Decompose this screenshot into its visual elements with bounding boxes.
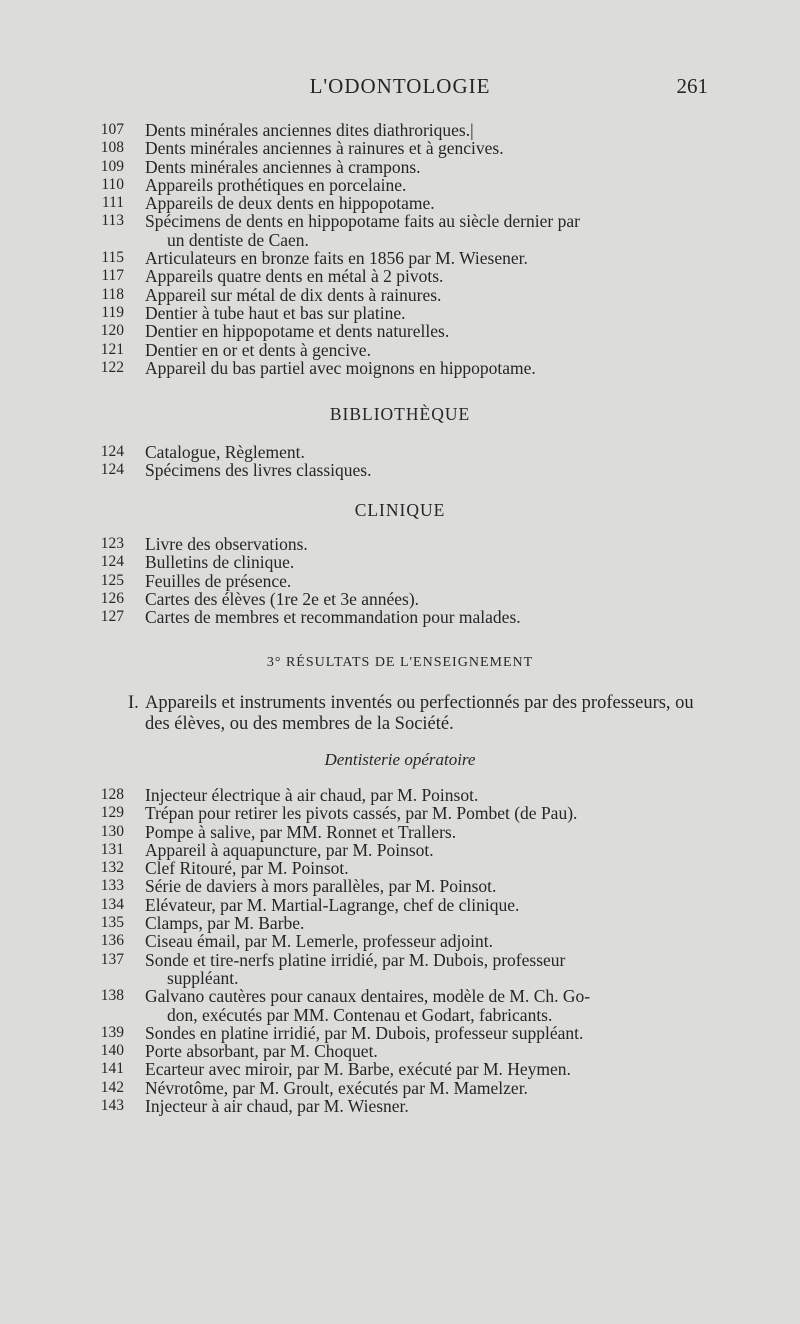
item-number: 126 <box>100 589 124 607</box>
item-number: 120 <box>100 322 124 340</box>
item-number: 130 <box>100 822 124 840</box>
item-number: 119 <box>101 303 124 321</box>
list-item <box>0 804 800 822</box>
list-item <box>0 322 800 340</box>
item-text-line: Dentier à tube haut et bas sur platine. <box>145 302 406 323</box>
list-item <box>0 194 800 212</box>
item-text-line: Sondes en platine irridié, par M. Dubois, professeur suppléant. <box>145 1022 584 1043</box>
list-item <box>0 932 800 950</box>
item-text <box>145 139 710 157</box>
item-text-line: Porte absorbant, par M. Choquet. <box>145 1041 378 1062</box>
item-text-line: Dentier en or et dents à gencive. <box>145 339 371 360</box>
item-text-line: Sonde et tire-nerfs platine irridié, par M. Dubois, professeur <box>145 949 566 970</box>
item-text <box>145 1079 710 1097</box>
item-text <box>145 249 710 267</box>
list-item <box>0 461 800 479</box>
item-text <box>145 804 710 822</box>
item-text <box>145 841 710 859</box>
item-text-line: Appareil sur métal de dix dents à rainures. <box>145 284 442 305</box>
item-number: 141 <box>100 1060 124 1078</box>
item-text <box>145 304 710 322</box>
list-item <box>0 877 800 895</box>
item-number: 123 <box>100 535 124 552</box>
list-item <box>0 304 800 322</box>
item-text-line: Dents minérales anciennes à rainures et à gencives. <box>145 138 504 159</box>
item-text <box>145 951 710 988</box>
item-number: 118 <box>101 285 124 303</box>
item-number: 133 <box>100 877 124 895</box>
item-text <box>145 859 710 877</box>
section-heading-clinique: CLINIQUE <box>354 500 446 520</box>
item-text-line: Clef Ritouré, par M. Poinsot. <box>145 858 349 879</box>
item-number: 127 <box>100 608 124 626</box>
list-item <box>0 121 800 139</box>
item-text-line: Feuilles de présence. <box>145 570 292 591</box>
section-heading-resultats: 3° RÉSULTATS DE L'ENSEIGNEMENT <box>266 655 534 670</box>
item-number: 136 <box>100 932 124 950</box>
item-number: 128 <box>100 786 124 803</box>
item-number: 109 <box>100 157 124 175</box>
list-item <box>0 1097 800 1115</box>
section-heading-bibliotheque: BIBLIOTHÈQUE <box>329 404 471 424</box>
item-number: 129 <box>100 804 124 822</box>
item-text <box>145 823 710 841</box>
item-text-line: Injecteur électrique à air chaud, par M. Poinsot. <box>145 785 479 805</box>
item-number: 117 <box>101 267 124 285</box>
item-number: 124 <box>100 461 124 479</box>
item-text-line: Cartes de membres et recommandation pour malades. <box>145 607 521 628</box>
list-item <box>0 1060 800 1078</box>
item-text-line: Spécimens de dents en hippopotame faits au siècle dernier par <box>145 211 580 232</box>
list-item <box>0 553 800 571</box>
item-text <box>145 121 710 139</box>
item-text-line: Injecteur à air chaud, par M. Wiesner. <box>145 1096 409 1117</box>
list-item <box>0 590 800 608</box>
item-text <box>145 461 710 479</box>
item-text <box>145 1060 710 1078</box>
item-text-line: Trépan pour retirer les pivots cassés, par M. Pombet (de Pau). <box>145 803 578 824</box>
item-text-line: Ecarteur avec miroir, par M. Barbe, exécuté par M. Heymen. <box>145 1059 571 1080</box>
inventory-list-clinique <box>0 535 800 626</box>
list-item <box>0 176 800 194</box>
item-text-line: Série de daviers à mors parallèles, par M. Poinsot. <box>145 876 497 897</box>
item-number: 125 <box>100 571 124 589</box>
list-item <box>0 267 800 285</box>
item-number: 124 <box>100 553 124 571</box>
item-text-line: Dents minérales anciennes dites diathroriques.| <box>145 120 474 140</box>
list-item <box>0 896 800 914</box>
item-text-continuation: suppléant. <box>167 967 239 988</box>
item-text-line: Cartes des élèves (1re 2e et 3e années). <box>145 588 420 609</box>
item-number: 113 <box>101 212 124 230</box>
item-text-line: Appareils prothétiques en porcelaine. <box>145 174 407 195</box>
item-number: 142 <box>100 1078 124 1096</box>
list-item <box>0 1079 800 1097</box>
roman-numeral: I. <box>128 693 139 713</box>
item-text <box>145 572 710 590</box>
item-text <box>145 158 710 176</box>
list-item <box>0 859 800 877</box>
item-text-line: Clamps, par M. Barbe. <box>145 913 305 934</box>
item-text <box>145 212 710 249</box>
item-text <box>145 359 710 377</box>
item-text-line: Appareils de deux dents en hippopotame. <box>145 193 435 214</box>
list-item <box>0 139 800 157</box>
item-text-line: Appareils quatre dents en métal à 2 pivots. <box>145 266 444 287</box>
list-item <box>0 535 800 553</box>
item-text <box>145 896 710 914</box>
list-item <box>0 572 800 590</box>
running-title: L'ODONTOLOGIE <box>309 74 491 98</box>
item-text-line: Pompe à salive, par MM. Ronnet et Trallers. <box>145 821 457 842</box>
item-text-line: Névrotôme, par M. Groult, exécutés par M. Mamelzer. <box>145 1077 528 1098</box>
item-text <box>145 341 710 359</box>
list-item <box>0 841 800 859</box>
item-text-line: Appareil à aquapuncture, par M. Poinsot. <box>145 839 434 860</box>
item-number: 121 <box>100 340 124 358</box>
list-item <box>0 158 800 176</box>
list-item <box>0 786 800 804</box>
item-text-line: Spécimens des livres classiques. <box>145 460 372 481</box>
item-text-line: Dentier en hippopotame et dents naturelles. <box>145 321 450 342</box>
item-text <box>145 1097 710 1115</box>
item-text-line: Elévateur, par M. Martial-Lagrange, chef de clinique. <box>145 894 520 915</box>
inventory-list-resultats <box>0 786 800 1115</box>
subheading-dentisterie: Dentisterie opératoire <box>324 750 476 769</box>
intro-paragraph <box>128 693 718 735</box>
inventory-list-bibliotheque <box>0 443 800 480</box>
item-number: 143 <box>100 1097 124 1115</box>
item-number: 115 <box>101 249 124 267</box>
list-item <box>0 359 800 377</box>
list-item <box>0 987 800 1024</box>
item-text-continuation: don, exécutés par MM. Contenau et Godart, fabricants. <box>167 1004 553 1025</box>
item-number: 135 <box>100 914 124 932</box>
list-item <box>0 608 800 626</box>
list-item <box>0 1042 800 1060</box>
item-text <box>145 194 710 212</box>
intro-text: Appareils et instruments inventés ou perfectionnés par des professeurs, ou des élèves, ou des membres de la Société. <box>145 693 694 734</box>
item-text <box>145 786 710 804</box>
item-text <box>145 286 710 304</box>
item-number: 111 <box>101 194 124 212</box>
item-text-line: Livre des observations. <box>145 534 308 554</box>
item-text <box>145 608 710 626</box>
item-text <box>145 267 710 285</box>
list-item <box>0 286 800 304</box>
item-number: 139 <box>100 1023 124 1041</box>
list-item <box>0 212 800 249</box>
list-item <box>0 443 800 461</box>
item-number: 140 <box>100 1042 124 1060</box>
item-text <box>145 877 710 895</box>
inventory-list-1 <box>0 121 800 377</box>
item-text-line: Articulateurs en bronze faits en 1856 par M. Wiesener. <box>145 248 528 269</box>
item-number: 107 <box>100 121 124 138</box>
running-head <box>0 72 800 102</box>
item-number: 138 <box>100 987 124 1005</box>
item-text <box>145 590 710 608</box>
list-item <box>0 951 800 988</box>
item-number: 134 <box>100 895 124 913</box>
list-item <box>0 341 800 359</box>
item-text-line: Appareil du bas partiel avec moignons en hippopotame. <box>145 357 536 378</box>
item-text <box>145 1024 710 1042</box>
item-text <box>145 553 710 571</box>
item-text-line: Galvano cautères pour canaux dentaires, modèle de M. Ch. Go- <box>145 986 591 1007</box>
item-text <box>145 322 710 340</box>
list-item <box>0 823 800 841</box>
page-number: 261 <box>676 74 708 98</box>
item-number: 137 <box>100 950 124 968</box>
item-text <box>145 443 710 461</box>
item-number: 108 <box>100 139 124 157</box>
item-text <box>145 1042 710 1060</box>
item-number: 110 <box>101 175 124 193</box>
item-text <box>145 914 710 932</box>
item-number: 132 <box>100 859 124 877</box>
item-text <box>145 176 710 194</box>
list-item <box>0 914 800 932</box>
item-number: 124 <box>100 443 124 460</box>
item-text-line: Bulletins de clinique. <box>145 552 295 573</box>
item-text-line: Catalogue, Règlement. <box>145 442 305 462</box>
item-number: 131 <box>100 840 124 858</box>
item-text-line: Ciseau émail, par M. Lemerle, professeur adjoint. <box>145 931 493 952</box>
item-text <box>145 932 710 950</box>
item-text-line: Dents minérales anciennes à crampons. <box>145 156 421 177</box>
item-number: 122 <box>100 358 124 376</box>
item-text <box>145 987 710 1024</box>
item-text-continuation: un dentiste de Caen. <box>167 229 309 250</box>
list-item <box>0 249 800 267</box>
list-item <box>0 1024 800 1042</box>
item-text <box>145 535 710 553</box>
